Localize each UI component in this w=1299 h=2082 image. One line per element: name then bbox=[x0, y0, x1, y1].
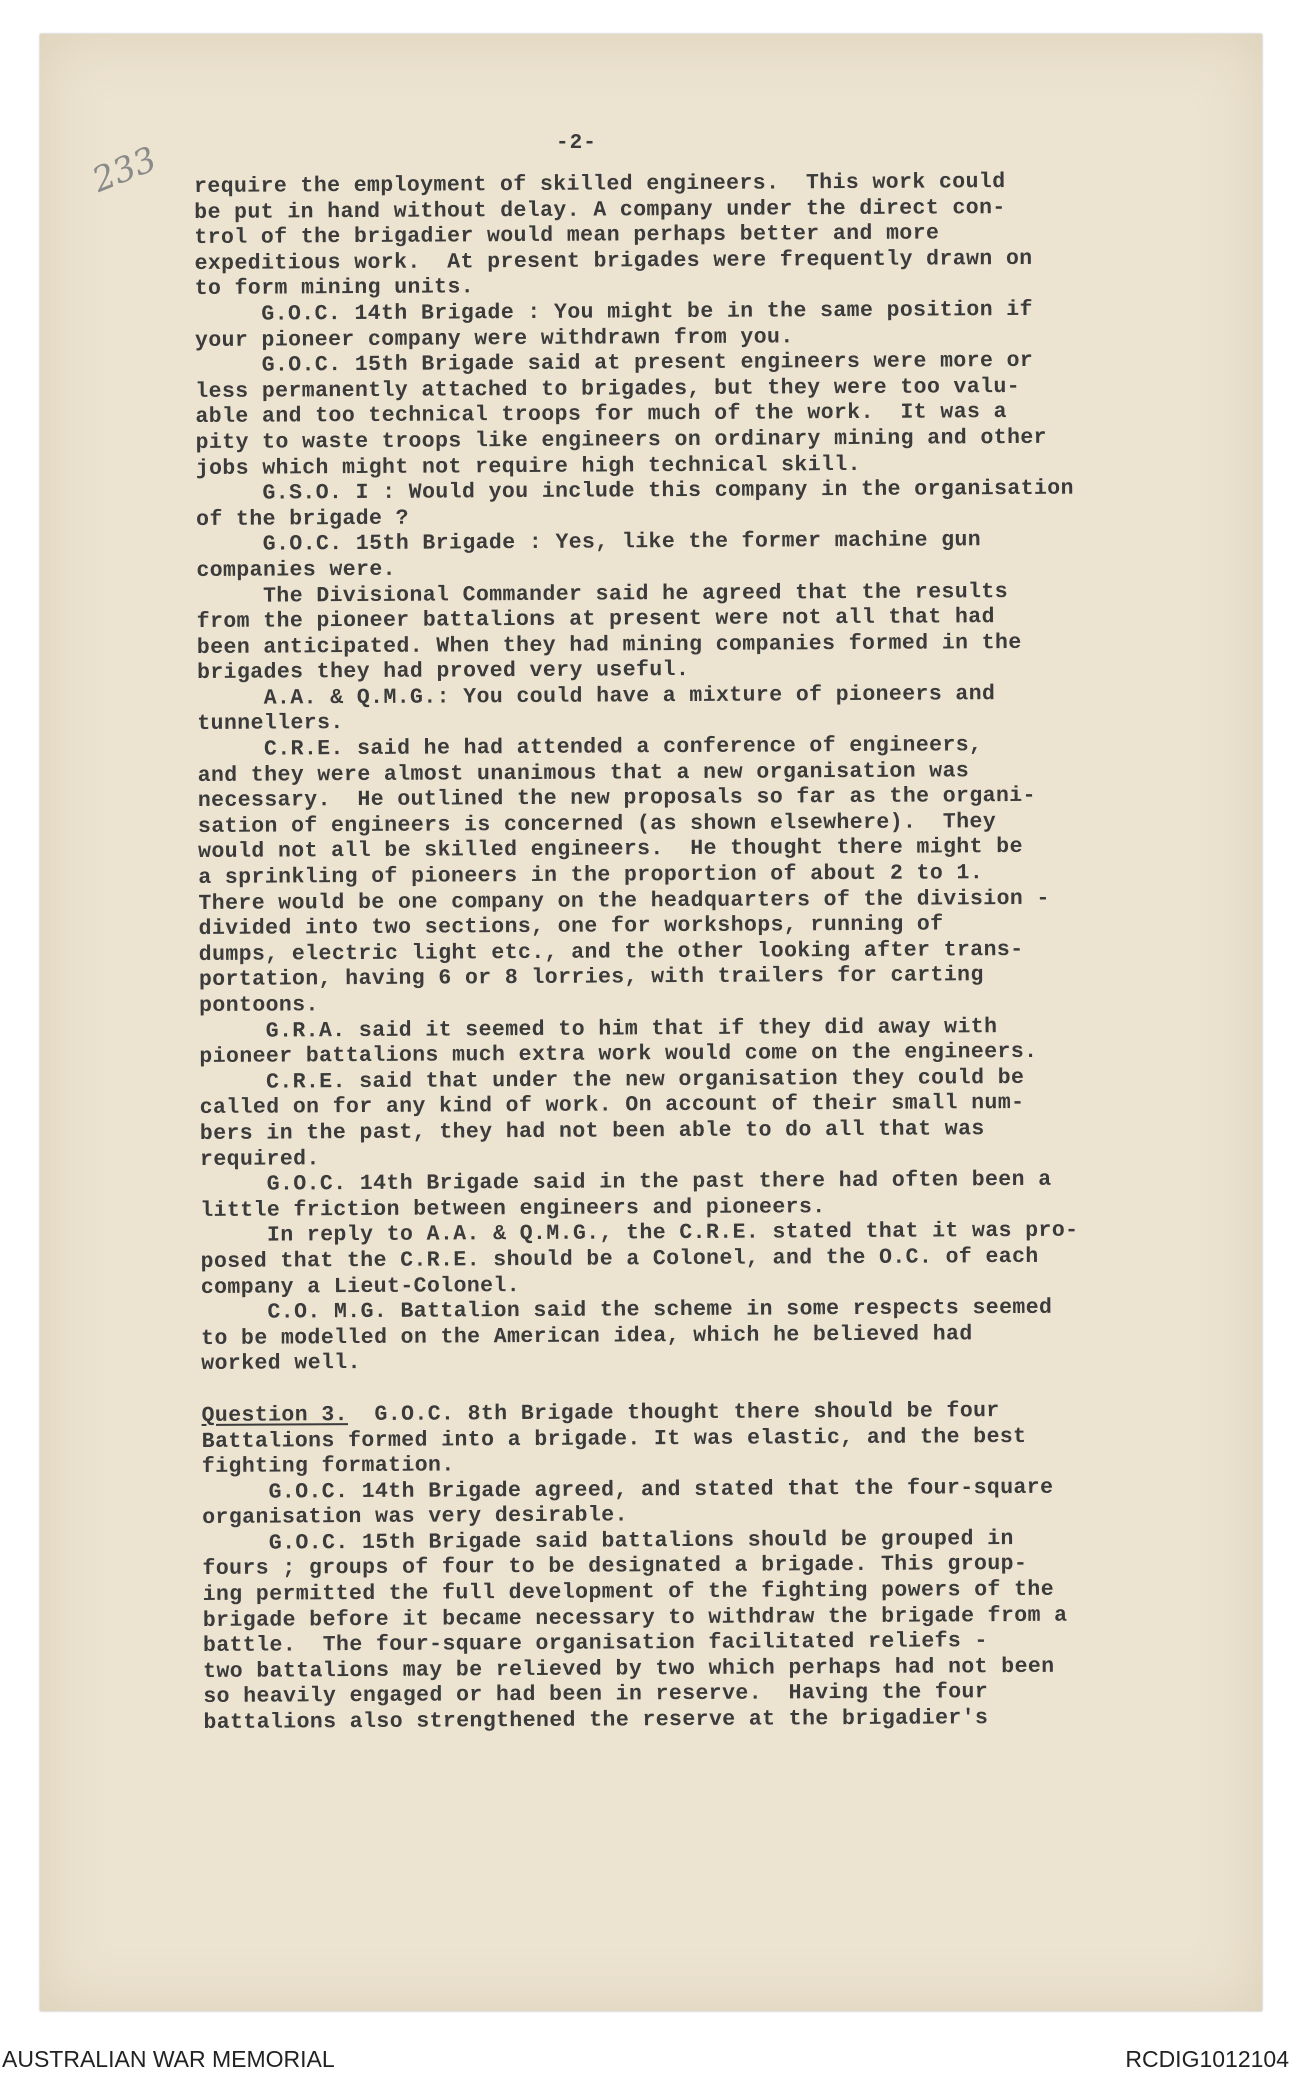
text-line: be put in hand without delay. A company under the direct con- bbox=[194, 195, 1006, 225]
text-line: to be modelled on the American idea, which he believed had bbox=[201, 1321, 973, 1351]
text-line: There would be one company on the headquarters of the division - bbox=[198, 886, 1050, 916]
text-line: been anticipated. When they had mining companies formed in the bbox=[196, 630, 1022, 660]
text-line: called on for any kind of work. On account of their small num- bbox=[199, 1091, 1025, 1121]
text-line: dumps, electric light etc., and the other looking after trans- bbox=[198, 937, 1024, 967]
text-line: little friction between engineers and pioneers. bbox=[200, 1194, 826, 1223]
text-line: In reply to A.A. & Q.M.G., the C.R.E. stated that it was pro- bbox=[200, 1218, 1079, 1249]
text-line: pioneer battalions much extra work would come on the engineers. bbox=[199, 1040, 1038, 1070]
text-line: required. bbox=[199, 1146, 320, 1172]
text-line: brigade before it became necessary to withdraw the brigade from a bbox=[202, 1603, 1068, 1633]
footer-institution: AUSTRALIAN WAR MEMORIAL bbox=[2, 2046, 335, 2072]
text-line: worked well. bbox=[201, 1351, 361, 1377]
text-line: Battalions formed into a brigade. It was elastic, and the best bbox=[201, 1424, 1027, 1454]
text-line: C.R.E. said that under the new organisation they could be bbox=[199, 1065, 1025, 1095]
text-line: G.O.C. 14th Brigade agreed, and stated that the four-square bbox=[201, 1475, 1054, 1505]
text-line: so heavily engaged or had been in reserve. Having the four bbox=[203, 1680, 989, 1710]
text-line: and they were almost unanimous that a new organisation was bbox=[197, 758, 970, 788]
text-line: require the employment of skilled engineers. This work could bbox=[194, 170, 1006, 199]
text-line: A.A. & Q.M.G.: You could have a mixture of pioneers and bbox=[197, 681, 996, 711]
text-line: jobs which might not require high technical skill. bbox=[195, 452, 861, 481]
text-line: trol of the brigadier would mean perhaps better and more bbox=[194, 221, 940, 251]
text-line: G.R.A. said it seemed to him that if they did away with bbox=[199, 1014, 998, 1044]
text-line: expeditious work. At present brigades were frequently drawn on bbox=[194, 246, 1033, 276]
text-line: battalions also strengthened the reserve at the brigadier's bbox=[203, 1706, 989, 1736]
section-a bbox=[194, 169, 1231, 1378]
text-line: G.O.C. 15th Brigade said battalions should be grouped in bbox=[202, 1526, 1014, 1556]
text-line: fours ; groups of four to be designated a brigade. This group- bbox=[202, 1552, 1028, 1582]
folio-number: 233 bbox=[86, 139, 163, 201]
text-line: G.O.C. 15th Brigade : Yes, like the former machine gun bbox=[196, 528, 982, 558]
text-line: companies were. bbox=[196, 557, 397, 583]
text-line: from the pioneer battalions at present were not all that had bbox=[196, 605, 995, 635]
text-line: company a Lieut-Colonel. bbox=[200, 1273, 521, 1300]
text-line: of the brigade ? bbox=[196, 506, 410, 532]
text-line: your pioneer company were withdrawn from you. bbox=[194, 324, 794, 353]
text-line: G.O.C. 14th Brigade said in the past there had often been a bbox=[200, 1167, 1052, 1198]
text-line: brigades they had proved very useful. bbox=[196, 658, 690, 686]
text-line: divided into two sections, one for workshops, running of bbox=[198, 912, 944, 942]
question-heading: Question 3. bbox=[201, 1402, 348, 1428]
question-first-line-text: G.O.C. 8th Brigade thought there should be four bbox=[347, 1399, 1000, 1427]
text-line: a sprinkling of pioneers in the proportion of about 2 to 1. bbox=[198, 861, 984, 891]
text-line: ing permitted the full development of the fighting powers of the bbox=[202, 1577, 1055, 1608]
text-line: battle. The four-square organisation facilitated reliefs - bbox=[202, 1629, 988, 1659]
typed-body bbox=[194, 169, 1234, 1737]
text-line: G.O.C. 14th Brigade : You might be in the same position if bbox=[194, 297, 1033, 327]
text-line: pity to waste troops like engineers on ordinary mining and other bbox=[195, 425, 1048, 455]
page-number: -2- bbox=[556, 132, 597, 155]
section-b bbox=[202, 1423, 1234, 1736]
footer-record-id: RCDIG1012104 bbox=[1125, 2046, 1289, 2072]
text-line: necessary. He outlined the new proposals so far as the organi- bbox=[197, 784, 1036, 814]
text-line: G.S.O. I : Would you include this company in the organisation bbox=[195, 476, 1074, 507]
text-line: two battalions may be relieved by two which perhaps had not been bbox=[203, 1654, 1055, 1684]
text-line: C.O. M.G. Battalion said the scheme in some respects seemed bbox=[200, 1295, 1053, 1326]
text-line: G.O.C. 15th Brigade said at present engineers were more or bbox=[195, 349, 1034, 379]
text-line: portation, having 6 or 8 lorries, with trailers for carting bbox=[198, 963, 984, 993]
text-line: tunnellers. bbox=[197, 711, 344, 737]
text-line: The Divisional Commander said he agreed that the results bbox=[196, 579, 1009, 609]
text-line: organisation was very desirable. bbox=[202, 1503, 628, 1531]
text-line: sation of engineers is concerned (as shown elsewhere). They bbox=[197, 809, 997, 839]
text-line: fighting formation. bbox=[201, 1453, 455, 1480]
text-line: able and too technical troops for much of the work. It was a bbox=[195, 400, 1007, 430]
text-line: would not all be skilled engineers. He thought there might be bbox=[198, 835, 1023, 865]
text-line: to form mining units. bbox=[194, 275, 475, 302]
text-line: pontoons. bbox=[199, 993, 319, 1018]
text-line: less permanently attached to brigades, but they were too valu- bbox=[195, 374, 1021, 404]
text-line: posed that the C.R.E. should be a Colonel, and the O.C. of each bbox=[200, 1244, 1039, 1274]
text-line: C.R.E. said he had attended a conference of engineers, bbox=[197, 733, 983, 763]
text-line: bers in the past, they had not been able to do all that was bbox=[199, 1117, 985, 1146]
